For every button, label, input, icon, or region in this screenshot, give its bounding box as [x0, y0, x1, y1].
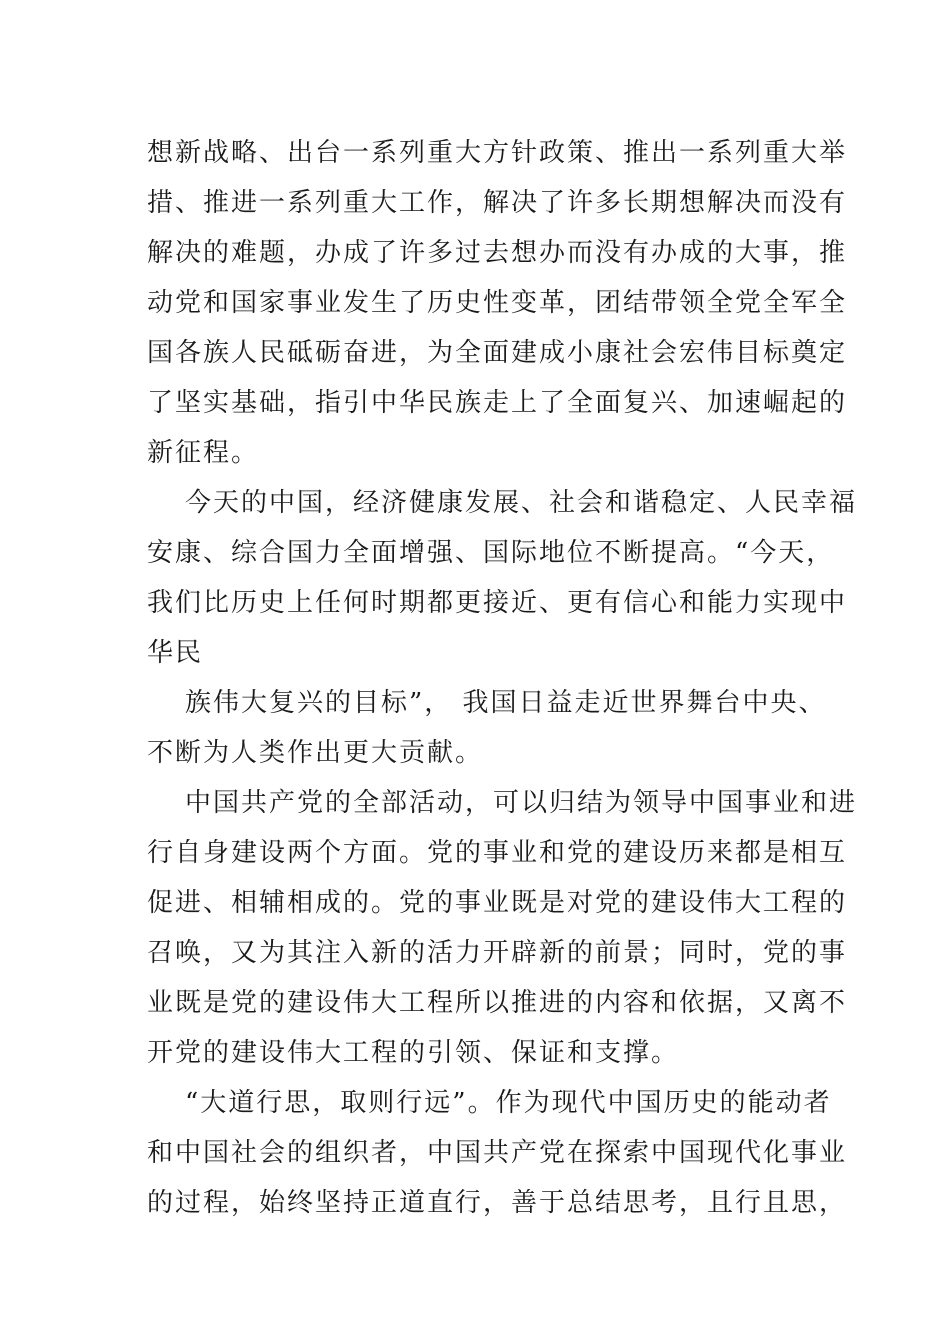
text-line: 华民 — [147, 638, 204, 668]
text-line: 业既是党的建设伟大工程所以推进的内容和依据，又离不 — [147, 988, 848, 1018]
text-line: 了坚实基础，指引中华民族走上了全面复兴、加速崛起的 — [147, 388, 848, 418]
text-line: 开党的建设伟大工程的引领、保证和支撑。 — [147, 1038, 680, 1068]
paragraph-first-line: “大道行思，取则行远”。作为现代中国历史的能动者 — [185, 1088, 832, 1118]
document-body — [147, 128, 858, 1228]
text-line: 新征程。 — [147, 438, 260, 468]
text-line: 和中国社会的组织者，中国共产党在探索中国现代化事业 — [147, 1138, 848, 1168]
text-line: 安康、综合国力全面增强、国际地位不断提高。“今天， — [147, 538, 835, 568]
text-line: 不断为人类作出更大贡献。 — [147, 738, 484, 768]
text-line: 动党和国家事业发生了历史性变革，团结带领全党全军全 — [147, 288, 848, 318]
text-line: 解决的难题，办成了许多过去想办而没有办成的大事，推 — [147, 238, 848, 268]
text-line: 国各族人民砥砺奋进，为全面建成小康社会宏伟目标奠定 — [147, 338, 848, 368]
text-line: 的过程，始终坚持正道直行，善于总结思考，且行且思， — [147, 1188, 848, 1218]
text-line: 促进、相辅相成的。党的事业既是对党的建设伟大工程的 — [147, 888, 848, 918]
text-line: 召唤，又为其注入新的活力开辟新的前景；同时，党的事 — [147, 938, 848, 968]
paragraph-first-line: 今天的中国，经济健康发展、社会和谐稳定、人民幸福 — [185, 488, 858, 518]
paragraph-first-line: 族伟大复兴的目标”， 我国日益走近世界舞台中央、 — [185, 688, 827, 718]
text-line: 行自身建设两个方面。党的事业和党的建设历来都是相互 — [147, 838, 848, 868]
text-line: 我们比历史上任何时期都更接近、更有信心和能力实现中 — [147, 588, 848, 618]
paragraph-first-line: 中国共产党的全部活动，可以归结为领导中国事业和进 — [185, 788, 858, 818]
text-line: 措、推进一系列重大工作，解决了许多长期想解决而没有 — [147, 188, 848, 218]
text-line: 想新战略、出台一系列重大方针政策、推出一系列重大举 — [147, 138, 848, 168]
